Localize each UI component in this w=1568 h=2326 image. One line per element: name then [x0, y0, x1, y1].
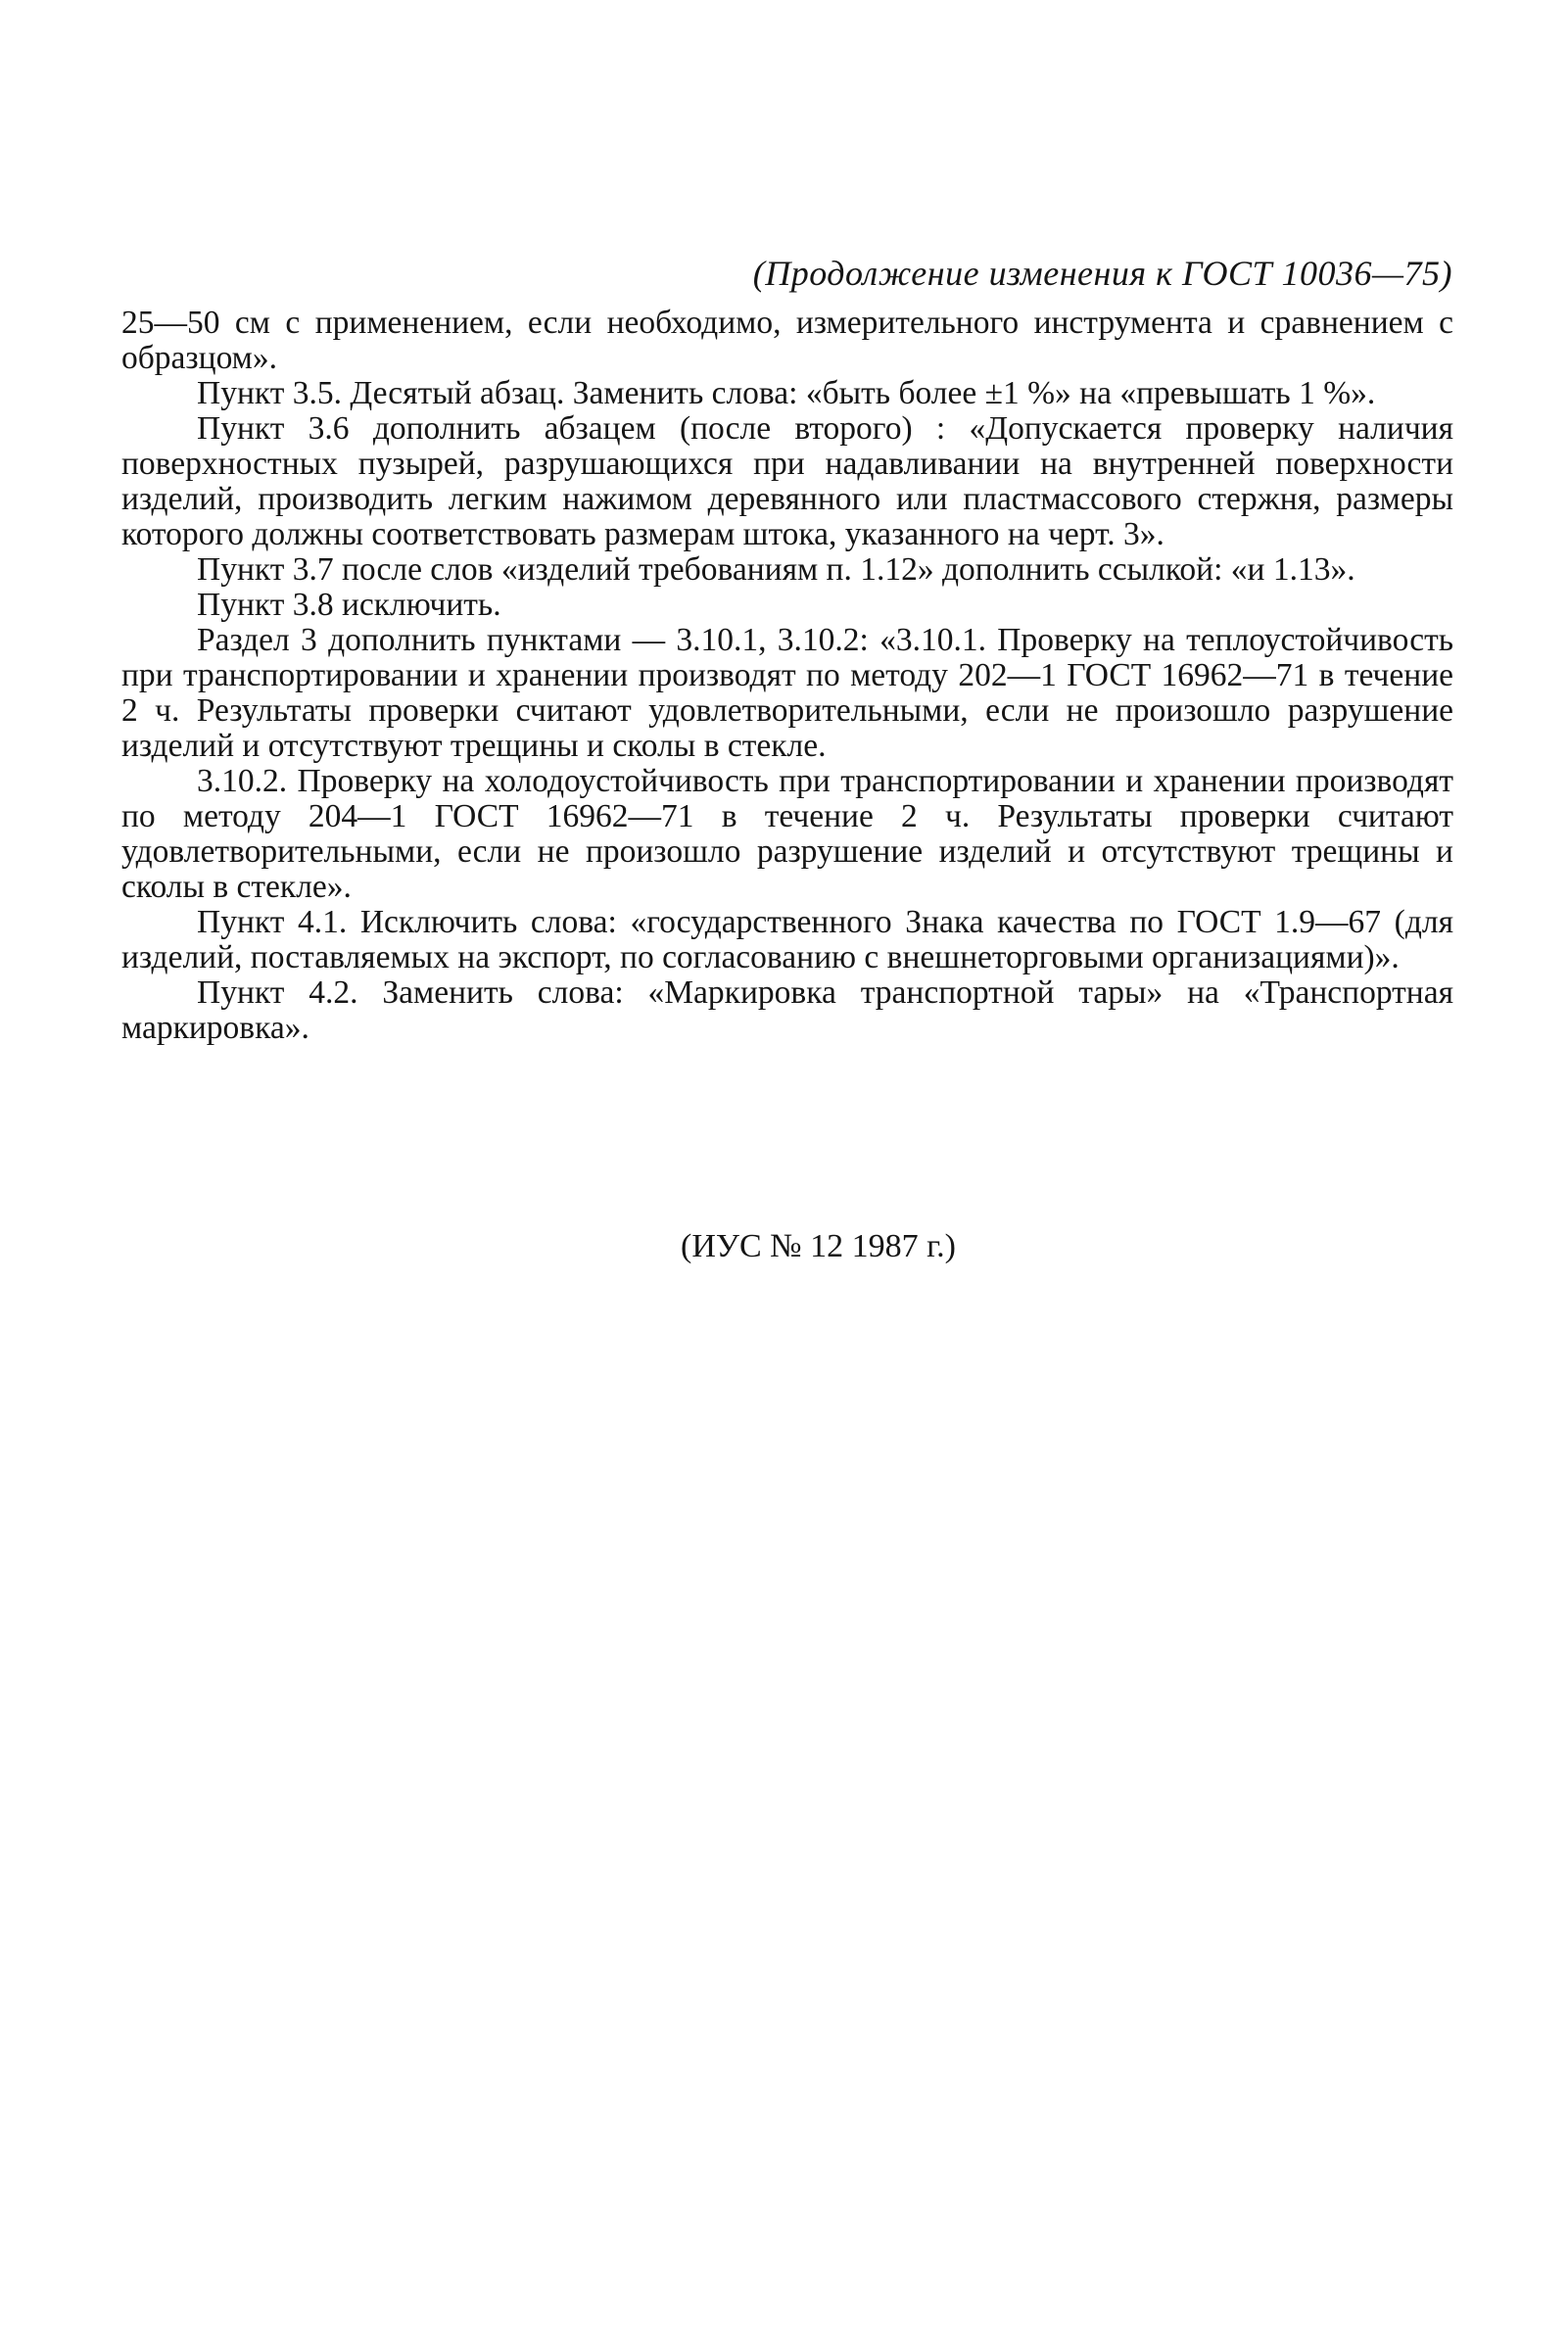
paragraph-3-7: Пункт 3.7 после слов «изделий требованиям п. 1.12» дополнить ссылкой: «и 1.13». [197, 551, 1355, 588]
amendment-text [121, 306, 1453, 1046]
paragraph-continuation: 25—50 см с применением, если необходимо, измерительного инструмента и сравнением с образцом». [121, 305, 1453, 376]
running-header: (Продолжение изменения к ГОСТ 10036—75) [752, 254, 1452, 293]
paragraph-4-1: Пункт 4.1. Исключить слова: «государственного Знака качества по ГОСТ 1.9—67 (для изделий, поставляемых на экспорт, по согласованию с внешнеторговыми организациями)». [121, 904, 1453, 975]
source-reference: (ИУС № 12 1987 г.) [681, 1228, 956, 1264]
paragraph-section-3: Раздел 3 дополнить пунктами — 3.10.1, 3.10.2: «3.10.1. Проверку на теплоустойчивость при транспортировании и хранении производят по методу 202—1 ГОСТ 16962—71 в течение 2 ч. Результаты проверки считают удовлетворительными, если не произошло разрушение изделий и отсутствуют трещины и сколы в стекле. [121, 622, 1453, 764]
paragraph-3-5: Пункт 3.5. Десятый абзац. Заменить слова: «быть более ±1 %» на «превышать 1 %». [197, 375, 1376, 411]
paragraph-3-8: Пункт 3.8 исключить. [197, 587, 501, 623]
paragraph-3-6: Пункт 3.6 дополнить абзацем (после второго) : «Допускается проверку наличия поверхностных пузырей, разрушающихся при надавливании на внутренней поверхности изделий, производить легким нажимом деревянного или пластмассового стержня, размеры которого должны соответствовать размерам штока, указанного на черт. 3». [121, 410, 1453, 552]
paragraph-3-10-2: 3.10.2. Проверку на холодоустойчивость при транспортировании и хранении производят по методу 204—1 ГОСТ 16962—71 в течение 2 ч. Результаты проверки считают удовлетворительными, если не произошло разрушение изделий и отсутствуют трещины и сколы в стекле». [121, 763, 1453, 905]
paragraph-4-2: Пункт 4.2. Заменить слова: «Маркировка транспортной тары» на «Транспортная маркировка». [121, 974, 1453, 1046]
